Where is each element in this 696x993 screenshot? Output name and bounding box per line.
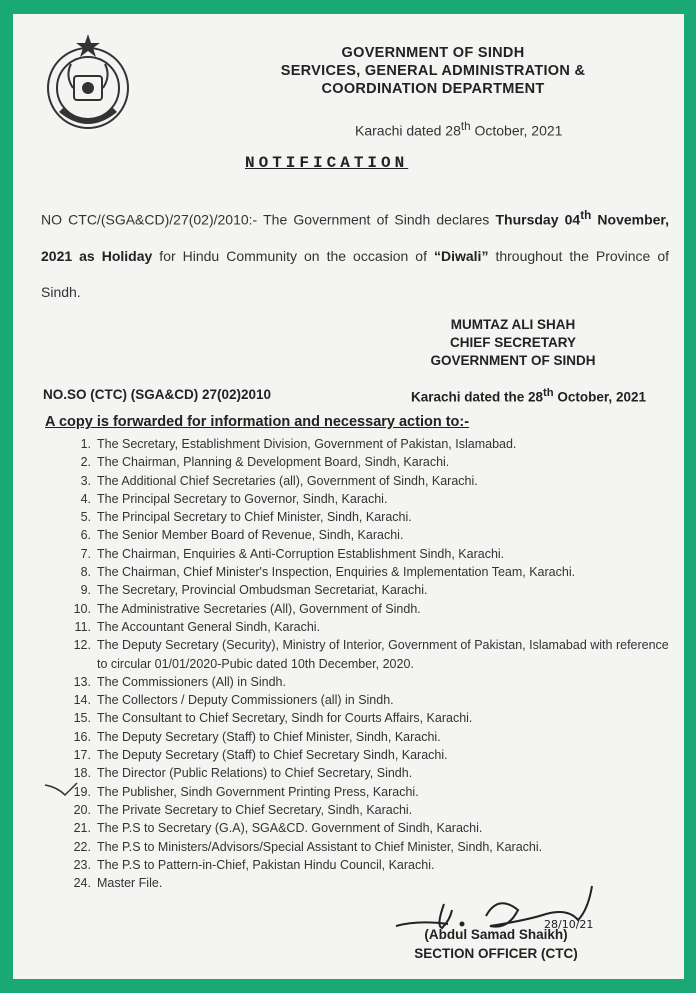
list-item-text: The Commissioners (All) in Sindh. <box>97 674 286 689</box>
list-item-number: 18. <box>73 766 91 781</box>
notification-document <box>13 14 684 979</box>
list-item-number: 3. <box>80 473 91 488</box>
list-item-number: 17. <box>73 748 91 763</box>
sindh-government-seal-icon <box>37 32 139 136</box>
department-header <box>263 44 603 98</box>
copy-forwarded-heading: A copy is forwarded for information and necessary action to:- <box>45 414 470 430</box>
header-line-3: COORDINATION DEPARTMENT <box>321 81 545 97</box>
signatory-title: CHIEF SECRETARY <box>449 335 576 350</box>
list-item-text: The Administrative Secretaries (All), Government of Sindh. <box>97 601 421 616</box>
handwritten-tick-icon <box>43 781 79 797</box>
list-item <box>53 728 673 746</box>
section-officer-name: (Abdul Samad Shaikh) <box>424 927 568 942</box>
list-item-text: The P.S to Secretary (G.A), SGA&CD. Government of Sindh, Karachi. <box>97 821 483 836</box>
list-item <box>53 783 673 801</box>
list-item-text: The Deputy Secretary (Security), Ministry of Interior, Government of Pakistan, Islamabad with reference to circular 01/01/2020-Pubic dated 10th December, 2020. <box>97 638 669 671</box>
list-item <box>53 673 673 691</box>
list-item <box>53 581 673 599</box>
list-item-text: The Private Secretary to Chief Secretary, Sindh, Karachi. <box>97 802 413 817</box>
list-item-text: The Principal Secretary to Governor, Sindh, Karachi. <box>97 491 388 506</box>
list-item <box>53 819 673 837</box>
section-officer-signature-block <box>401 925 591 963</box>
list-item-number: 22. <box>73 839 91 854</box>
list-item-number: 13. <box>73 674 91 689</box>
list-item-text: The Consultant to Chief Secretary, Sindh for Courts Affairs, Karachi. <box>97 711 473 726</box>
list-item-text: Master File. <box>97 876 163 891</box>
list-item-text: The Chairman, Planning & Development Board, Sindh, Karachi. <box>97 455 450 470</box>
list-item-text: The Principal Secretary to Chief Minister, Sindh, Karachi. <box>97 510 412 525</box>
list-item-text: The Secretary, Establishment Division, Government of Pakistan, Islamabad. <box>97 437 517 451</box>
notification-title: NOTIFICATION <box>245 154 409 172</box>
list-item <box>53 472 673 490</box>
header-date: Karachi dated 28th October, 2021 <box>355 120 563 139</box>
list-item <box>53 801 673 819</box>
list-item-text: The Secretary, Provincial Ombudsman Secretariat, Karachi. <box>97 583 428 598</box>
list-item-number: 12. <box>73 638 91 653</box>
reference-number: NO.SO (CTC) (SGA&CD) 27(02)2010 <box>43 387 272 402</box>
list-item <box>53 746 673 764</box>
section-officer-title: SECTION OFFICER (CTC) <box>414 946 578 961</box>
list-item-number: 21. <box>73 821 91 836</box>
chief-secretary-signature-block <box>413 316 613 370</box>
list-item <box>53 856 673 874</box>
list-item <box>53 526 673 544</box>
signatory-name: MUMTAZ ALI SHAH <box>450 317 576 332</box>
list-item-text: The Senior Member Board of Revenue, Sindh, Karachi. <box>97 528 404 543</box>
list-item <box>53 600 673 618</box>
list-item-number: 11. <box>74 619 91 634</box>
recipient-list <box>53 435 673 892</box>
list-item-text: The Accountant General Sindh, Karachi. <box>97 619 321 634</box>
list-item-number: 24. <box>73 876 91 891</box>
list-item-number: 14. <box>73 693 91 708</box>
list-item-number: 20. <box>73 802 91 817</box>
list-item <box>53 545 673 563</box>
signatory-org: GOVERNMENT OF SINDH <box>430 353 596 368</box>
list-item-text: The Deputy Secretary (Staff) to Chief Secretary Sindh, Karachi. <box>97 748 448 763</box>
list-item-number: 6. <box>80 528 91 543</box>
list-item-number: 7. <box>80 546 91 561</box>
list-item-number: 8. <box>80 565 91 580</box>
list-item <box>53 691 673 709</box>
list-item <box>53 435 673 453</box>
list-item-number: 9. <box>80 583 91 598</box>
list-item-text: The Deputy Secretary (Staff) to Chief Minister, Sindh, Karachi. <box>97 729 441 744</box>
list-item-number: 1. <box>80 437 91 451</box>
list-item-number: 16. <box>73 729 91 744</box>
list-item-number: 4. <box>80 491 91 506</box>
list-item <box>53 636 673 673</box>
list-item <box>53 709 673 727</box>
list-item <box>53 490 673 508</box>
list-item <box>53 453 673 471</box>
list-item-text: The Director (Public Relations) to Chief Secretary, Sindh. <box>97 766 413 781</box>
list-item-number: 23. <box>73 857 91 872</box>
list-item-text: The Collectors / Deputy Commissioners (all) in Sindh. <box>97 693 394 708</box>
header-line-1: GOVERNMENT OF SINDH <box>341 45 525 61</box>
list-item-number: 2. <box>80 455 91 470</box>
list-item-number: 10. <box>73 601 91 616</box>
list-item-text: The P.S to Ministers/Advisors/Special Assistant to Chief Minister, Sindh, Karachi. <box>97 839 543 854</box>
list-item-text: The Publisher, Sindh Government Printing Press, Karachi. <box>97 784 419 799</box>
list-item-number: 19. <box>73 784 91 799</box>
list-item-text: The Chairman, Enquiries & Anti-Corruption Establishment Sindh, Karachi. <box>97 546 505 561</box>
list-item <box>53 618 673 636</box>
notification-body: NO CTC/(SGA&CD)/27(02)/2010:- The Government of Sindh declares Thursday 04th November, 2021 as Holiday for Hindu Community on the occasion of “Diwali” throughout the Province of Sindh. <box>41 209 670 300</box>
list-item-text: The Additional Chief Secretaries (all), Government of Sindh, Karachi. <box>97 473 478 488</box>
list-item-number: 5. <box>80 510 91 525</box>
list-item-number: 15. <box>73 711 91 726</box>
header-line-2: SERVICES, GENERAL ADMINISTRATION & <box>280 63 586 79</box>
list-item-text: The P.S to Pattern-in-Chief, Pakistan Hindu Council, Karachi. <box>97 857 435 872</box>
list-item <box>53 764 673 782</box>
list-item <box>53 508 673 526</box>
reference-date: Karachi dated the 28th October, 2021 <box>411 387 646 405</box>
list-item <box>53 563 673 581</box>
list-item-text: The Chairman, Chief Minister's Inspection, Enquiries & Implementation Team, Karachi. <box>97 565 576 580</box>
list-item <box>53 838 673 856</box>
handwritten-date: 28/10/21 <box>544 918 594 931</box>
